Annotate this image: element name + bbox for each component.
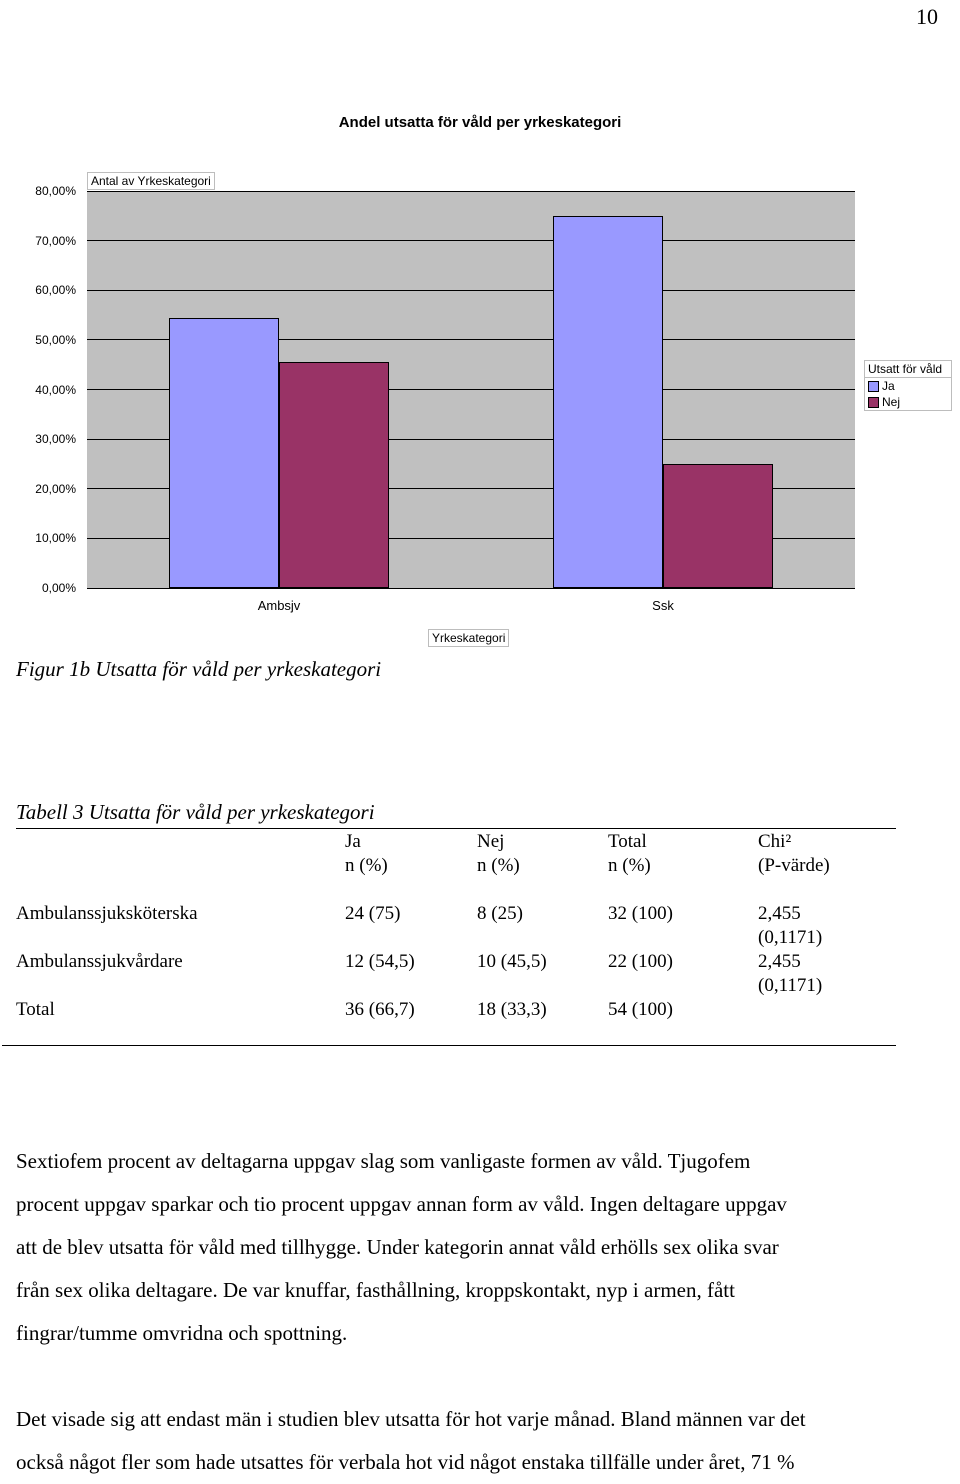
chart-title: Andel utsatta för våld per yrkeskategori [338, 114, 622, 131]
legend-title[interactable]: Utsatt för våld [865, 361, 951, 378]
x-tick-label: Ambsjv [257, 598, 301, 613]
header-ja: Ja [345, 831, 361, 852]
gridline [87, 191, 855, 192]
text-line: från sex olika deltagare. De var knuffar, fasthållning, kroppskontakt, nyp i armen, fått [16, 1278, 735, 1302]
legend [864, 360, 952, 411]
page-number: 10 [916, 4, 938, 29]
header-chi-unit: (P-värde) [758, 855, 830, 876]
legend-swatch-nej [868, 397, 879, 408]
figure-caption: Figur 1b Utsatta för våld per yrkeskategori [16, 657, 382, 681]
legend-label-nej: Nej [882, 395, 901, 409]
y-tick-label: 10,00% [35, 531, 76, 546]
text-line: Det visade sig att endast män i studien blev utsatta för hot varje månad. Bland männen var det [16, 1407, 806, 1431]
cell-total: 32 (100) [608, 903, 673, 924]
row-label: Ambulanssjukvårdare [16, 951, 183, 972]
x-tick-label: Ssk [652, 598, 674, 613]
header-chi: Chi² [758, 831, 792, 852]
cell-p: (0,1171) [758, 927, 823, 948]
header-total: Total [608, 831, 647, 852]
bar-ja-ambsjv [169, 318, 279, 588]
header-nej-unit: n (%) [477, 855, 520, 876]
y-tick-label: 40,00% [35, 382, 76, 397]
legend-label-ja: Ja [882, 379, 895, 393]
cell-ja: 12 (54,5) [345, 951, 415, 972]
table-top-rule [16, 828, 896, 829]
cell-chi: 2,455 [758, 951, 801, 972]
bar-nej-ambsjv [279, 362, 389, 588]
y-tick-label: 80,00% [35, 184, 76, 198]
header-nej: Nej [477, 831, 505, 852]
row-label: Ambulanssjuksköterska [16, 903, 198, 924]
text-line: att de blev utsatta för våld med tillhygge. Under kategorin annat våld erhölls sex olika svar [16, 1235, 779, 1259]
text-line: också något fler som hade utsattes för verbala hot vid något enstaka tillfälle under året, 71 % [16, 1450, 795, 1474]
text-line: Sextiofem procent av deltagarna uppgav slag som vanligaste formen av våld. Tjugofem [16, 1149, 751, 1173]
y-tick-label: 50,00% [35, 332, 76, 347]
y-tick-label: 70,00% [35, 233, 76, 248]
y-axis-tick-labels [0, 0, 80, 600]
table-bottom-rule [2, 1045, 896, 1046]
bar-ja-ssk [553, 216, 663, 588]
row-label: Total [16, 999, 55, 1020]
cell-nej: 18 (33,3) [477, 999, 547, 1020]
y-tick-label: 30,00% [35, 432, 76, 447]
table-caption: Tabell 3 Utsatta för våld per yrkeskategori [16, 800, 375, 824]
cell-chi: 2,455 [758, 903, 801, 924]
legend-entry-nej [865, 394, 951, 410]
legend-swatch-ja [868, 381, 879, 392]
y-tick-label: 60,00% [35, 283, 76, 298]
text-line: procent uppgav sparkar och tio procent uppgav annan form av våld. Ingen deltagare uppgav [16, 1192, 787, 1216]
cell-nej: 10 (45,5) [477, 951, 547, 972]
paragraph-1 [16, 1140, 946, 1355]
bar-nej-ssk [663, 464, 773, 588]
header-total-unit: n (%) [608, 855, 651, 876]
data-field-button[interactable]: Antal av Yrkeskategori [87, 172, 215, 190]
cell-total: 54 (100) [608, 999, 673, 1020]
paragraph-2 [16, 1398, 946, 1484]
cell-ja: 24 (75) [345, 903, 401, 924]
y-tick-label: 20,00% [35, 481, 76, 496]
y-tick-label: 0,00% [41, 581, 76, 595]
header-ja-unit: n (%) [345, 855, 388, 876]
cell-nej: 8 (25) [477, 903, 523, 924]
gridline [87, 240, 855, 241]
cell-ja: 36 (66,7) [345, 999, 415, 1020]
x-axis-field-button[interactable]: Yrkeskategori [428, 629, 509, 647]
text-line: fingrar/tumme omvridna och spottning. [16, 1321, 348, 1345]
legend-entry-ja [865, 378, 951, 394]
gridline [87, 290, 855, 291]
cell-p: (0,1171) [758, 975, 823, 996]
plot-area [87, 191, 855, 588]
cell-total: 22 (100) [608, 951, 673, 972]
